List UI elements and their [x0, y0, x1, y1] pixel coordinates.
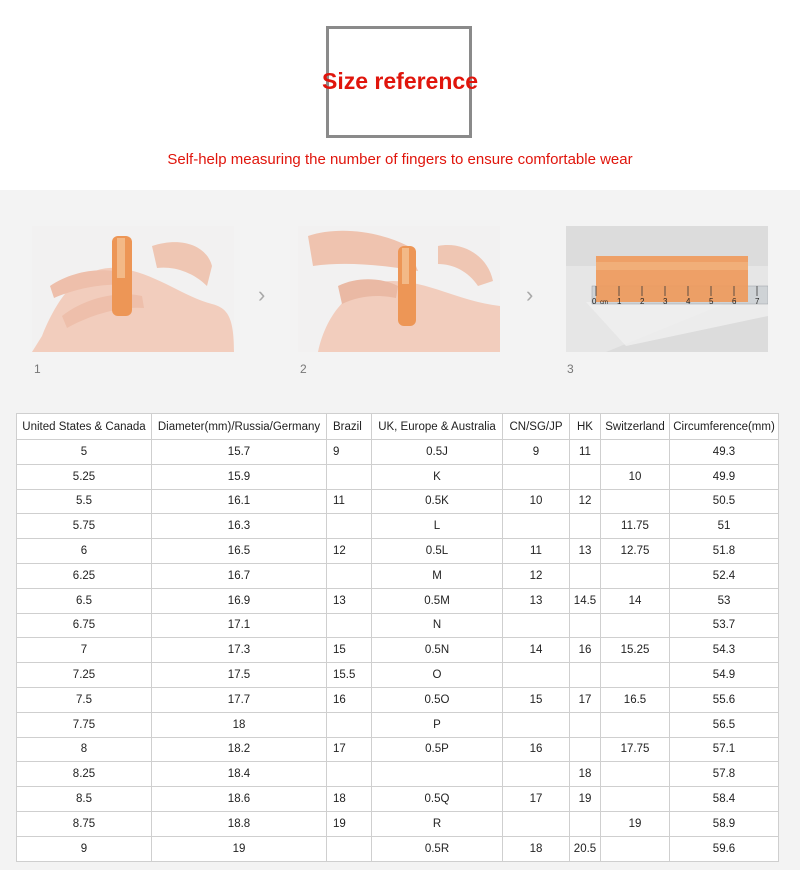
table-cell: M [372, 563, 503, 588]
table-cell: 15.7 [152, 440, 327, 465]
column-header: HK [570, 414, 601, 440]
ruler-label: 3 [663, 297, 668, 306]
table-cell: 12 [503, 563, 570, 588]
table-cell: 0.5P [372, 737, 503, 762]
table-header-row [17, 414, 779, 440]
ruler-label: 1 [617, 297, 622, 306]
hand-with-paper-strip-photo [32, 226, 234, 352]
table-cell: 8.5 [17, 787, 152, 812]
table-cell: 14 [601, 588, 670, 613]
table-cell: 53.7 [670, 613, 779, 638]
table-cell [503, 514, 570, 539]
table-cell: 13 [503, 588, 570, 613]
table-cell: 55.6 [670, 687, 779, 712]
table-cell [570, 563, 601, 588]
table-cell [327, 613, 372, 638]
table-cell: 10 [503, 489, 570, 514]
table-row [17, 514, 779, 539]
table-cell: 14.5 [570, 588, 601, 613]
table-row [17, 762, 779, 787]
table-cell: 10 [601, 464, 670, 489]
table-row [17, 464, 779, 489]
table-cell [503, 464, 570, 489]
table-cell: 19 [152, 836, 327, 861]
table-cell [570, 811, 601, 836]
measuring-steps [0, 190, 800, 400]
table-cell: 12 [570, 489, 601, 514]
ruler-measurement-photo [566, 226, 768, 352]
table-cell: 8.25 [17, 762, 152, 787]
table-cell: 15 [503, 687, 570, 712]
table-cell: 54.9 [670, 663, 779, 688]
table-cell: 17.3 [152, 638, 327, 663]
table-row [17, 811, 779, 836]
table-cell: 49.9 [670, 464, 779, 489]
table-cell: 50.5 [670, 489, 779, 514]
table-row [17, 489, 779, 514]
table-cell: 16 [570, 638, 601, 663]
table-cell: 16.7 [152, 563, 327, 588]
table-cell [327, 762, 372, 787]
table-row [17, 588, 779, 613]
table-cell [601, 787, 670, 812]
table-row [17, 638, 779, 663]
table-row [17, 712, 779, 737]
table-cell: 15.5 [327, 663, 372, 688]
table-cell: 14 [503, 638, 570, 663]
table-cell [601, 712, 670, 737]
size-chart-section [0, 400, 800, 870]
table-cell: 18 [152, 712, 327, 737]
table-cell [327, 563, 372, 588]
table-cell: 18 [503, 836, 570, 861]
table-cell: P [372, 712, 503, 737]
column-header: Circumference(mm) [670, 414, 779, 440]
table-cell: 57.1 [670, 737, 779, 762]
table-cell: 16.3 [152, 514, 327, 539]
table-cell: 7.75 [17, 712, 152, 737]
table-row [17, 563, 779, 588]
table-cell: 11 [503, 539, 570, 564]
table-row [17, 787, 779, 812]
table-cell: 6.5 [17, 588, 152, 613]
step-number: 2 [300, 362, 307, 376]
table-cell: 18.8 [152, 811, 327, 836]
column-header: Brazil [327, 414, 372, 440]
table-cell: 0.5K [372, 489, 503, 514]
table-cell: 5 [17, 440, 152, 465]
table-cell: 7.25 [17, 663, 152, 688]
table-cell: 7.5 [17, 687, 152, 712]
table-cell: 15 [327, 638, 372, 663]
table-cell: 0.5N [372, 638, 503, 663]
table-cell: 17.5 [152, 663, 327, 688]
size-reference-header [0, 0, 800, 190]
table-row [17, 539, 779, 564]
step-number: 3 [567, 362, 574, 376]
table-cell: 16.1 [152, 489, 327, 514]
table-cell [601, 762, 670, 787]
table-cell: 0.5R [372, 836, 503, 861]
chevron-right-icon: › [258, 282, 266, 307]
table-cell: 15.9 [152, 464, 327, 489]
table-cell [503, 811, 570, 836]
table-cell: 6.25 [17, 563, 152, 588]
column-header: United States & Canada [17, 414, 152, 440]
table-cell: 58.4 [670, 787, 779, 812]
table-cell [327, 464, 372, 489]
table-cell: 12.75 [601, 539, 670, 564]
table-cell: 9 [503, 440, 570, 465]
table-row [17, 613, 779, 638]
table-cell: 6 [17, 539, 152, 564]
table-cell: 19 [601, 811, 670, 836]
table-cell [570, 737, 601, 762]
table-cell [503, 613, 570, 638]
table-cell [503, 663, 570, 688]
table-cell: 17 [503, 787, 570, 812]
column-header: Diameter(mm)/Russia/Germany [152, 414, 327, 440]
ruler-label: 7 [755, 297, 760, 306]
table-cell [570, 712, 601, 737]
table-cell [372, 762, 503, 787]
ruler-label: 2 [640, 297, 645, 306]
table-cell: 17 [570, 687, 601, 712]
table-cell: 17 [327, 737, 372, 762]
table-cell: 0.5L [372, 539, 503, 564]
table-row [17, 440, 779, 465]
table-cell: 51.8 [670, 539, 779, 564]
table-row [17, 687, 779, 712]
table-cell: 58.9 [670, 811, 779, 836]
table-cell: 53 [670, 588, 779, 613]
table-cell [601, 613, 670, 638]
table-cell: 5.5 [17, 489, 152, 514]
column-header: CN/SG/JP [503, 414, 570, 440]
table-cell: 11 [570, 440, 601, 465]
table-cell: 8 [17, 737, 152, 762]
ruler-label: 4 [686, 297, 691, 306]
table-cell [570, 464, 601, 489]
table-cell [570, 663, 601, 688]
table-cell: 56.5 [670, 712, 779, 737]
table-cell [601, 563, 670, 588]
chevron-right-icon: › [526, 282, 534, 307]
table-cell: 16 [503, 737, 570, 762]
table-cell: 18.4 [152, 762, 327, 787]
table-cell [327, 514, 372, 539]
table-cell [570, 514, 601, 539]
table-cell: 9 [17, 836, 152, 861]
table-cell: 9 [327, 440, 372, 465]
table-cell: 5.25 [17, 464, 152, 489]
table-row [17, 737, 779, 762]
ruler-label: 0 [592, 297, 597, 306]
table-cell: N [372, 613, 503, 638]
ruler-unit-label: cm [600, 300, 608, 306]
table-cell: 0.5O [372, 687, 503, 712]
table-cell: 18 [327, 787, 372, 812]
table-cell [601, 836, 670, 861]
table-cell: 18.6 [152, 787, 327, 812]
table-cell: 16 [327, 687, 372, 712]
table-cell: 52.4 [670, 563, 779, 588]
table-cell: 11 [327, 489, 372, 514]
table-cell: 13 [327, 588, 372, 613]
table-row [17, 663, 779, 688]
ruler-label: 6 [732, 297, 737, 306]
table-cell: 17.75 [601, 737, 670, 762]
table-cell: 0.5Q [372, 787, 503, 812]
table-cell: 19 [327, 811, 372, 836]
table-cell: 18 [570, 762, 601, 787]
table-cell: 20.5 [570, 836, 601, 861]
table-cell: 7 [17, 638, 152, 663]
table-cell [327, 836, 372, 861]
table-body [17, 440, 779, 862]
page-subtitle: Self-help measuring the number of fingers to ensure comfortable wear [167, 151, 633, 168]
table-cell: K [372, 464, 503, 489]
table-cell: 19 [570, 787, 601, 812]
table-cell [601, 489, 670, 514]
ring-size-table [16, 413, 779, 862]
table-cell: 11.75 [601, 514, 670, 539]
table-cell: 57.8 [670, 762, 779, 787]
table-cell: 13 [570, 539, 601, 564]
table-cell: 16.9 [152, 588, 327, 613]
table-cell: R [372, 811, 503, 836]
table-cell [503, 712, 570, 737]
table-cell: L [372, 514, 503, 539]
table-cell [601, 440, 670, 465]
table-cell: 59.6 [670, 836, 779, 861]
table-cell [601, 663, 670, 688]
table-cell [503, 762, 570, 787]
marking-paper-strip-photo [298, 226, 500, 352]
table-cell: 18.2 [152, 737, 327, 762]
page-title: Size reference [322, 68, 478, 94]
step-number: 1 [34, 362, 41, 376]
table-cell [570, 613, 601, 638]
table-cell: 51 [670, 514, 779, 539]
table-cell [327, 712, 372, 737]
table-cell: 16.5 [601, 687, 670, 712]
table-cell: 17.1 [152, 613, 327, 638]
table-cell: 6.75 [17, 613, 152, 638]
ruler-label: 5 [709, 297, 714, 306]
table-cell: 15.25 [601, 638, 670, 663]
table-row [17, 836, 779, 861]
table-cell: O [372, 663, 503, 688]
table-cell: 0.5M [372, 588, 503, 613]
column-header: UK, Europe & Australia [372, 414, 503, 440]
table-cell: 54.3 [670, 638, 779, 663]
table-cell: 16.5 [152, 539, 327, 564]
table-cell: 17.7 [152, 687, 327, 712]
table-cell: 5.75 [17, 514, 152, 539]
table-cell: 12 [327, 539, 372, 564]
table-cell: 49.3 [670, 440, 779, 465]
table-cell: 0.5J [372, 440, 503, 465]
column-header: Switzerland [601, 414, 670, 440]
table-cell: 8.75 [17, 811, 152, 836]
